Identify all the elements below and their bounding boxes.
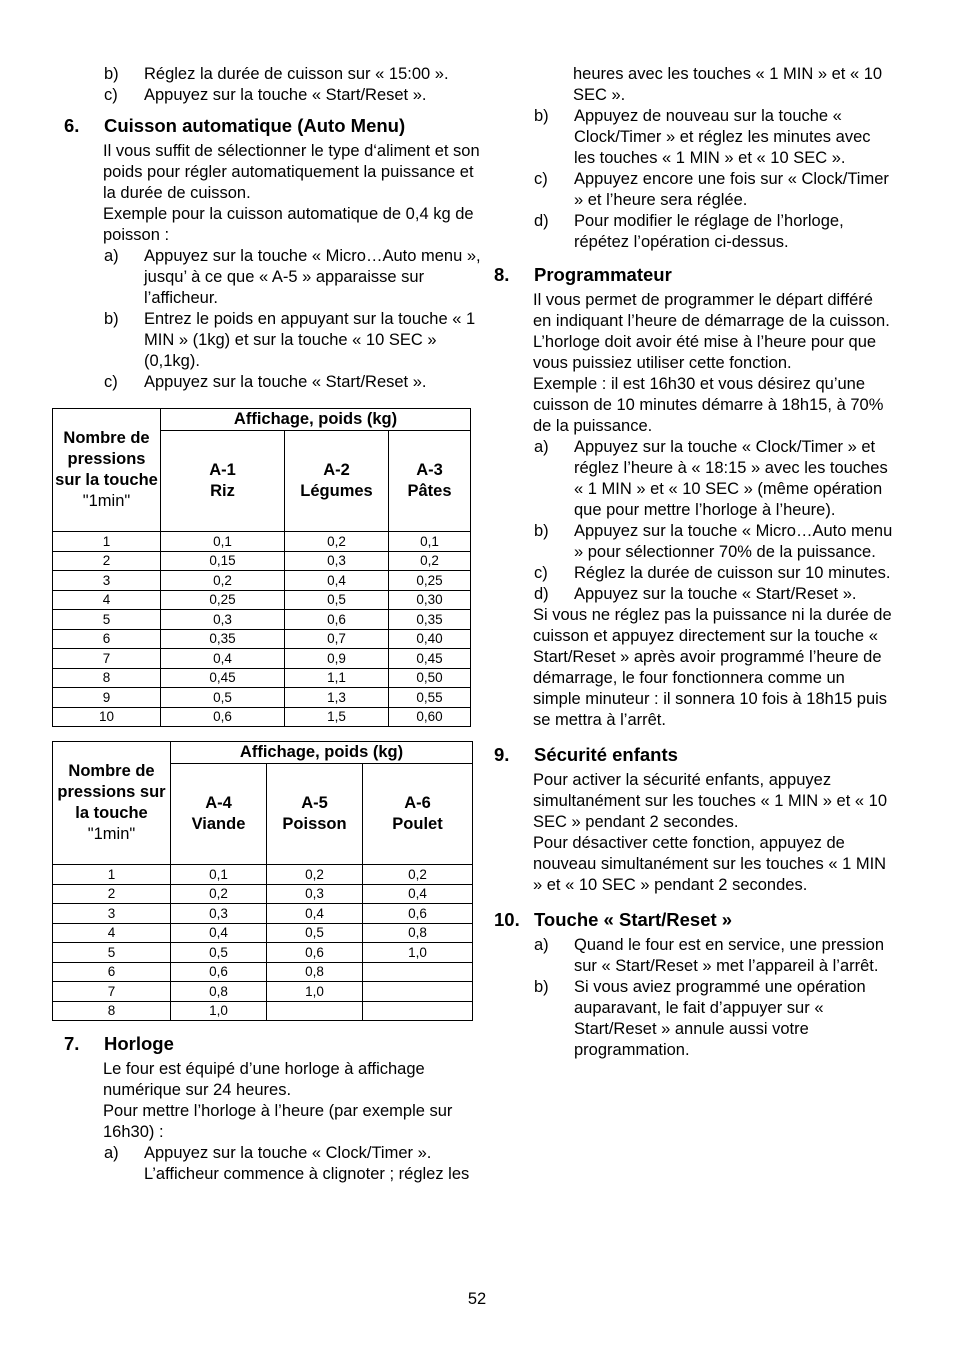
column-header bbox=[161, 431, 285, 532]
item-label: b) bbox=[104, 65, 119, 83]
section-title: Touche « Start/Reset » bbox=[534, 909, 733, 930]
weight-table-a4-a6 bbox=[52, 741, 473, 1021]
section-7-list bbox=[64, 1143, 484, 1185]
weight-cell: 0,4 bbox=[171, 923, 267, 943]
weight-cell: 0,2 bbox=[363, 865, 473, 885]
spacer bbox=[64, 106, 484, 114]
column-header bbox=[285, 431, 389, 532]
weight-cell: 0,60 bbox=[389, 707, 471, 727]
paragraph: Pour activer la sécurité enfants, appuyez simultanément sur les touches « 1 MIN » et « 10 SEC » pendant 2 secondes. bbox=[533, 771, 888, 831]
weight-cell: 0,25 bbox=[161, 590, 285, 610]
item-label: b) bbox=[534, 978, 549, 996]
section-number: 10. bbox=[494, 909, 520, 930]
column-name: Pâtes bbox=[407, 482, 452, 500]
item-text: Réglez la durée de cuisson sur « 15:00 ». bbox=[144, 65, 449, 83]
section-8-heading bbox=[494, 263, 894, 287]
weight-cell bbox=[363, 982, 473, 1002]
table-row bbox=[53, 688, 471, 708]
weight-cell: 0,8 bbox=[171, 982, 267, 1002]
weight-cell: 0,6 bbox=[267, 943, 363, 963]
table-row bbox=[53, 590, 471, 610]
item-text: Appuyez sur la touche « Micro…Auto menu », jusqu’ à ce que « A-5 » apparaisse sur l’afficheur. bbox=[144, 247, 481, 307]
spacer bbox=[494, 896, 894, 908]
item-label: b) bbox=[104, 310, 119, 328]
weight-cell: 0,50 bbox=[389, 668, 471, 688]
list-item bbox=[103, 64, 484, 85]
group-header: Affichage, poids (kg) bbox=[171, 742, 473, 764]
weight-cell: 1,3 bbox=[285, 688, 389, 708]
weight-cell: 0,5 bbox=[285, 590, 389, 610]
press-count-cell: 8 bbox=[53, 668, 161, 688]
item-label: b) bbox=[534, 522, 549, 540]
paragraph: Exemple : il est 16h30 et vous désirez qu’une cuisson de 10 minutes démarre à 18h15, à 70% de la puissance. bbox=[533, 375, 884, 435]
presses-header bbox=[53, 742, 171, 865]
item-text: Entrez le poids en appuyant sur la touche « 1 MIN » (1kg) et sur la touche « 10 SEC » (0,1kg). bbox=[144, 310, 476, 370]
item-label: a) bbox=[534, 936, 549, 954]
item-label: a) bbox=[104, 1144, 119, 1162]
section-10-list bbox=[494, 935, 894, 1061]
cont-list bbox=[494, 64, 894, 253]
press-count-cell: 1 bbox=[53, 865, 171, 885]
column-name: Poisson bbox=[282, 815, 347, 833]
section-9-heading bbox=[494, 743, 894, 767]
weight-cell: 0,4 bbox=[267, 904, 363, 924]
table-row bbox=[53, 610, 471, 630]
press-count-cell: 6 bbox=[53, 962, 171, 982]
presses-header-text: Nombre de pressions sur la touche bbox=[57, 762, 166, 822]
table-body bbox=[53, 865, 473, 1021]
section-title: Cuisson automatique (Auto Menu) bbox=[104, 115, 406, 136]
press-count-cell: 5 bbox=[53, 610, 161, 630]
section-title: Sécurité enfants bbox=[534, 744, 678, 765]
table-row bbox=[53, 532, 471, 552]
weight-cell bbox=[267, 1001, 363, 1021]
list-item bbox=[533, 211, 894, 253]
item-label: b) bbox=[534, 107, 549, 125]
column-code: A-1 bbox=[209, 461, 236, 479]
weight-cell: 0,8 bbox=[267, 962, 363, 982]
list-item bbox=[103, 85, 484, 106]
paragraph: Il vous permet de programmer le départ différé en indiquant l’heure de démarrage de la cuisson. bbox=[533, 291, 890, 330]
item-label: c) bbox=[534, 170, 548, 188]
weight-cell: 0,9 bbox=[285, 649, 389, 669]
table-row bbox=[53, 551, 471, 571]
weight-cell: 1,0 bbox=[171, 1001, 267, 1021]
section-9-body bbox=[494, 770, 894, 896]
press-count-cell: 6 bbox=[53, 629, 161, 649]
weight-cell: 0,45 bbox=[389, 649, 471, 669]
table-row bbox=[53, 904, 473, 924]
weight-cell: 0,5 bbox=[171, 943, 267, 963]
paragraph: Pour mettre l’horloge à l’heure (par exemple sur 16h30) : bbox=[103, 1102, 453, 1141]
list-item bbox=[533, 563, 894, 584]
item-label: d) bbox=[534, 585, 549, 603]
list-item bbox=[533, 106, 894, 169]
column-header bbox=[389, 431, 471, 532]
section-6-list bbox=[64, 246, 484, 393]
section-7-body bbox=[64, 1059, 484, 1143]
column-name: Riz bbox=[210, 482, 235, 500]
list-item bbox=[103, 309, 484, 372]
weight-cell: 0,35 bbox=[161, 629, 285, 649]
list-item bbox=[103, 246, 484, 309]
weight-cell: 0,30 bbox=[389, 590, 471, 610]
section-number: 6. bbox=[64, 115, 80, 136]
weight-cell: 0,4 bbox=[363, 884, 473, 904]
press-count-cell: 2 bbox=[53, 551, 161, 571]
list-item bbox=[103, 372, 484, 393]
column-code: A-5 bbox=[301, 794, 328, 812]
weight-cell: 0,3 bbox=[285, 551, 389, 571]
weight-cell bbox=[363, 1001, 473, 1021]
weight-cell: 0,1 bbox=[389, 532, 471, 552]
press-count-cell: 7 bbox=[53, 982, 171, 1002]
weight-cell: 0,5 bbox=[161, 688, 285, 708]
section-8-body bbox=[494, 290, 894, 731]
spacer bbox=[494, 253, 894, 263]
list-item bbox=[533, 521, 894, 563]
weight-cell: 0,5 bbox=[267, 923, 363, 943]
column-name: Viande bbox=[191, 815, 246, 833]
press-count-cell: 3 bbox=[53, 571, 161, 591]
page-number: 52 bbox=[467, 1290, 487, 1308]
spacer bbox=[494, 731, 894, 743]
item-label: c) bbox=[104, 373, 118, 391]
item-text: Appuyez sur la touche « Clock/Timer » et réglez l’heure à « 18:15 » avec les touches « 1 MIN » et « 10 SEC » (même opération que pour mettre l’horloge à l’heure). bbox=[574, 438, 888, 519]
column-code: A-4 bbox=[205, 794, 232, 812]
weight-cell bbox=[363, 962, 473, 982]
presses-header-sub: "1min" bbox=[87, 825, 136, 843]
weight-cell: 1,0 bbox=[267, 982, 363, 1002]
column-code: A-6 bbox=[404, 794, 431, 812]
weight-cell: 0,8 bbox=[363, 923, 473, 943]
weight-cell: 0,55 bbox=[389, 688, 471, 708]
table-row bbox=[53, 962, 473, 982]
paragraph: Pour désactiver cette fonction, appuyez de nouveau simultanément sur les touches « 1 MIN » et « 10 SEC » pendant 2 secondes. bbox=[533, 834, 887, 894]
item-text: Appuyez sur la touche « Start/Reset ». bbox=[574, 585, 857, 603]
item-text: Appuyez sur la touche « Start/Reset ». bbox=[144, 86, 427, 104]
table-row bbox=[53, 571, 471, 591]
item-text: Quand le four est en service, une pression sur « Start/Reset » met l’appareil à l’arrêt. bbox=[574, 936, 885, 975]
table-row bbox=[53, 982, 473, 1002]
table-row bbox=[53, 668, 471, 688]
section-number: 8. bbox=[494, 264, 510, 285]
table-body bbox=[53, 532, 471, 727]
column-header bbox=[267, 764, 363, 865]
press-count-cell: 4 bbox=[53, 923, 171, 943]
table-row bbox=[53, 707, 471, 727]
list-item bbox=[533, 977, 894, 1061]
weight-cell: 0,2 bbox=[285, 532, 389, 552]
left-column bbox=[55, 64, 484, 1185]
item-label: c) bbox=[534, 564, 548, 582]
weight-cell: 0,2 bbox=[389, 551, 471, 571]
item-label: d) bbox=[534, 212, 549, 230]
weight-cell: 0,2 bbox=[161, 571, 285, 591]
weight-cell: 0,40 bbox=[389, 629, 471, 649]
weight-cell: 0,6 bbox=[171, 962, 267, 982]
presses-header bbox=[53, 409, 161, 532]
table-row bbox=[53, 884, 473, 904]
table-row bbox=[53, 923, 473, 943]
section-10-heading bbox=[494, 908, 894, 932]
press-count-cell: 1 bbox=[53, 532, 161, 552]
press-count-cell: 10 bbox=[53, 707, 161, 727]
list-item bbox=[533, 584, 894, 605]
table-row bbox=[53, 865, 473, 885]
list-item bbox=[533, 437, 894, 521]
weight-cell: 1,5 bbox=[285, 707, 389, 727]
weight-cell: 0,3 bbox=[171, 904, 267, 924]
item-label: a) bbox=[104, 247, 119, 265]
column-header bbox=[363, 764, 473, 865]
table-row bbox=[53, 629, 471, 649]
press-count-cell: 9 bbox=[53, 688, 161, 708]
weight-cell: 0,3 bbox=[267, 884, 363, 904]
table-row bbox=[53, 943, 473, 963]
group-header: Affichage, poids (kg) bbox=[161, 409, 471, 431]
paragraph: Le four est équipé d’une horloge à affichage numérique sur 24 heures. bbox=[103, 1060, 425, 1099]
item-text: Si vous aviez programmé une opération auparavant, le fait d’appuyer sur « Start/Reset » annule aussi votre programmation. bbox=[574, 978, 866, 1059]
table-row bbox=[53, 1001, 473, 1021]
weight-cell: 0,35 bbox=[389, 610, 471, 630]
paragraph: Si vous ne réglez pas la puissance ni la durée de cuisson et appuyez directement sur la touche « Start/Reset » après avoir programmé l’heure de démarrage, le four fonctionnera comme un simple minuteur : il sonnera 10 fois à 18h15 puis se mettra à l’arrêt. bbox=[533, 606, 892, 729]
section-6-heading bbox=[64, 114, 484, 138]
weight-cell: 0,25 bbox=[389, 571, 471, 591]
list-item bbox=[533, 169, 894, 211]
paragraph: Exemple pour la cuisson automatique de 0,4 kg de poisson : bbox=[103, 205, 474, 244]
weight-cell: 0,45 bbox=[161, 668, 285, 688]
weight-cell: 1,1 bbox=[285, 668, 389, 688]
press-count-cell: 4 bbox=[53, 590, 161, 610]
list-item bbox=[103, 1143, 484, 1185]
item-text: Appuyez encore une fois sur « Clock/Timer » et l’heure sera réglée. bbox=[574, 170, 889, 209]
column-name: Poulet bbox=[392, 815, 443, 833]
table-row bbox=[53, 649, 471, 669]
section-6-body bbox=[64, 141, 484, 246]
paragraph: Il vous suffit de sélectionner le type d‘aliment et son poids pour régler automatiquement la puissance et la durée de cuisson. bbox=[103, 142, 480, 202]
paragraph: L’horloge doit avoir été mise à l’heure pour que vous puissiez utiliser cette fonction. bbox=[533, 333, 877, 372]
weight-cell: 0,4 bbox=[285, 571, 389, 591]
item-text: Appuyez sur la touche « Micro…Auto menu » pour sélectionner 70% de la puissance. bbox=[574, 522, 893, 561]
paragraph: heures avec les touches « 1 MIN » et « 10 SEC ». bbox=[573, 65, 883, 104]
item-text: Appuyez de nouveau sur la touche « Clock/Timer » et réglez les minutes avec les touches « 1 MIN » et « 10 SEC ». bbox=[574, 107, 871, 167]
weight-cell: 0,2 bbox=[267, 865, 363, 885]
press-count-cell: 8 bbox=[53, 1001, 171, 1021]
weight-cell: 0,1 bbox=[161, 532, 285, 552]
column-header bbox=[171, 764, 267, 865]
press-count-cell: 7 bbox=[53, 649, 161, 669]
column-code: A-3 bbox=[416, 461, 443, 479]
weight-cell: 0,7 bbox=[285, 629, 389, 649]
weight-cell: 1,0 bbox=[363, 943, 473, 963]
weight-cell: 0,6 bbox=[161, 707, 285, 727]
item-text: Réglez la durée de cuisson sur 10 minutes. bbox=[574, 564, 891, 582]
item-text: Appuyez sur la touche « Clock/Timer ». L’afficheur commence à clignoter ; réglez les bbox=[144, 1144, 470, 1183]
press-count-cell: 5 bbox=[53, 943, 171, 963]
press-count-cell: 3 bbox=[53, 904, 171, 924]
item-label: a) bbox=[534, 438, 549, 456]
weight-cell: 0,6 bbox=[285, 610, 389, 630]
item-text: Appuyez sur la touche « Start/Reset ». bbox=[144, 373, 427, 391]
column-name: Légumes bbox=[300, 482, 373, 500]
weight-cell: 0,2 bbox=[171, 884, 267, 904]
section-title: Programmateur bbox=[534, 264, 672, 285]
presses-header-text: Nombre de pressions sur la touche bbox=[55, 429, 158, 489]
section-number: 7. bbox=[64, 1033, 80, 1054]
right-column bbox=[494, 64, 894, 1061]
list-item bbox=[533, 935, 894, 977]
weight-cell: 0,15 bbox=[161, 551, 285, 571]
weight-cell: 0,1 bbox=[171, 865, 267, 885]
weight-cell: 0,4 bbox=[161, 649, 285, 669]
presses-header-sub: "1min" bbox=[82, 492, 131, 510]
weight-cell: 0,6 bbox=[363, 904, 473, 924]
section-title: Horloge bbox=[104, 1033, 174, 1054]
weight-cell: 0,3 bbox=[161, 610, 285, 630]
section-7-heading bbox=[64, 1032, 484, 1056]
item-label: c) bbox=[104, 86, 118, 104]
section-number: 9. bbox=[494, 744, 510, 765]
column-code: A-2 bbox=[323, 461, 350, 479]
press-count-cell: 2 bbox=[53, 884, 171, 904]
weight-table-a1-a3 bbox=[52, 408, 471, 727]
item-text: Pour modifier le réglage de l’horloge, répétez l’opération ci-dessus. bbox=[574, 212, 844, 251]
spacer bbox=[64, 1021, 484, 1032]
cont-list bbox=[64, 64, 484, 106]
